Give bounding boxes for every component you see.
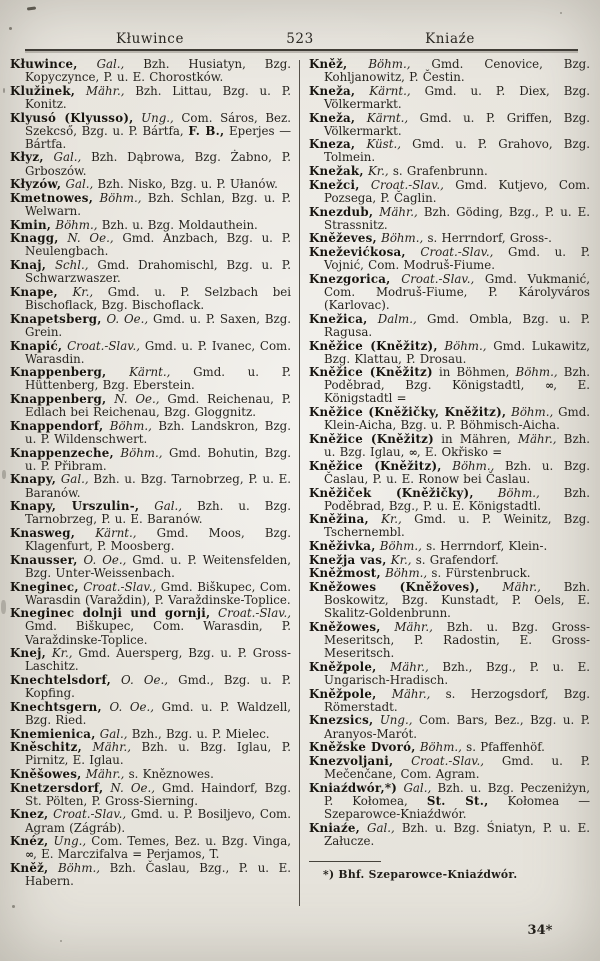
- gazetteer-entry: [10, 527, 291, 553]
- gazetteer-entry: [10, 340, 291, 366]
- entry-headword: Kněžice (Kněžitz),: [309, 458, 442, 473]
- gazetteer-entry: [10, 112, 291, 151]
- entry-region-abbr: N. Oe.,: [103, 780, 155, 795]
- scan-artifact: [9, 27, 12, 30]
- entry-region-abbr: Croat.-Slav.,: [78, 579, 157, 594]
- entry-headword: Knasweg,: [10, 525, 76, 540]
- entry-headword: Kněživka,: [309, 539, 376, 554]
- gazetteer-entry: [10, 581, 291, 607]
- entry-headword: Knappenzeche,: [10, 445, 114, 460]
- gazetteer-entry: [309, 206, 590, 232]
- gazetteer-entry: [309, 822, 590, 848]
- entry-region-abbr: Croat.-Slav.,: [390, 271, 475, 286]
- entry-headword: Knagg,: [10, 231, 59, 246]
- entry-region-abbr: Küst.,: [355, 137, 401, 152]
- entry-region-abbr: Mähr.,: [479, 580, 541, 595]
- entry-text: Bzh. Schlan, Bzg. u. P. Welwarn.: [25, 190, 291, 218]
- gazetteer-entry: [309, 782, 590, 821]
- entry-region-abbr: Mähr.,: [376, 686, 431, 701]
- entry-region-abbr: Mähr.,: [81, 767, 125, 781]
- entry-headword: Kłyzów,: [10, 177, 62, 192]
- gazetteer-entry: [309, 554, 590, 567]
- entry-headword: Kłyz,: [10, 150, 44, 165]
- entry-headword: Kneginec,: [10, 579, 79, 594]
- entry-region-abbr: Mähr.,: [75, 83, 125, 98]
- entry-region-abbr: Mähr.,: [373, 204, 418, 219]
- gazetteer-entry: [309, 340, 590, 366]
- entry-text: Gmd. Lukawitz, Bzg. Klattau, P. Drosau.: [324, 338, 590, 366]
- entry-headword: Knej,: [10, 646, 46, 661]
- entry-text: s. Pfaffenhöf.: [461, 740, 545, 755]
- entry-region-abbr: Ung.,: [48, 834, 87, 849]
- entry-region-abbr: O. Oe.,: [77, 552, 127, 567]
- entry-headword: Kněžpole,: [309, 686, 377, 701]
- entry-region-abbr: Croat.-Slav.,: [359, 177, 444, 192]
- posthorn-icon: ∞: [25, 848, 34, 862]
- posthorn-icon: ∞: [408, 446, 417, 460]
- entry-headword: Knechtelsdorf,: [10, 672, 111, 687]
- entry-headword: Kněžowes (Kněžoves),: [309, 580, 480, 595]
- entry-region-abbr: Böhm.,: [441, 458, 495, 473]
- entry-text: Gmd. Klein-Aicha, Bzg. u. P. Böhmisch-Aicha.: [324, 405, 590, 433]
- gazetteer-entry: [10, 58, 291, 84]
- footnote-rule: [309, 861, 381, 862]
- gazetteer-entry: [10, 192, 291, 218]
- gazetteer-entry: [309, 661, 590, 687]
- entry-region-abbr: Kärnt.,: [106, 365, 171, 380]
- running-head-right: Kniaźe: [425, 31, 475, 47]
- entry-text: Gmd. Biškupec, Com. Warasdin (Varaždin), P. Varaždinske-Toplice.: [25, 579, 291, 607]
- gazetteer-entry: [309, 273, 590, 312]
- entry-headword: Kněžice (Kněžitz): [309, 431, 434, 446]
- entry-headword: Kněžmost,: [309, 566, 381, 581]
- entry-text: Gmd. Auersperg, Bzg. u. P. Gross-Laschitz.: [25, 646, 292, 674]
- scan-artifact: [60, 940, 62, 942]
- entry-headword: Knappenberg,: [10, 392, 107, 407]
- entry-text: Com. Sáros, Bez. Szekcső, Bzg. u. P. Bártfa,: [25, 110, 292, 138]
- entry-region-abbr: Kr.,: [57, 284, 94, 299]
- gazetteer-entry: [10, 85, 291, 111]
- entry-text: s. Grafendorf.: [411, 552, 499, 567]
- entry-headword: Knéz,: [10, 834, 49, 849]
- entry-region-abbr: Böhm.,: [48, 861, 101, 876]
- entry-text: s. Kněznowes.: [124, 767, 214, 781]
- entry-headword: Kneginec dolnji und gornji,: [10, 606, 211, 621]
- entry-text: Bzh. u. Bzg. Iglau, P. Pirnitz, E. Iglau.: [25, 740, 291, 768]
- entry-headword: Kněževes,: [309, 231, 377, 246]
- gazetteer-entry: [309, 755, 590, 781]
- entry-headword: Knapetsberg,: [10, 311, 102, 326]
- entry-headword: Knappendorf,: [10, 418, 104, 433]
- gazetteer-entry: [10, 782, 291, 808]
- entry-headword: Kněžowes,: [309, 620, 381, 634]
- gazetteer-entry: [10, 151, 291, 177]
- gazetteer-entry: [309, 165, 590, 178]
- entry-region-abbr: Böhm.,: [473, 485, 540, 500]
- entry-region-abbr: Mähr.,: [380, 620, 433, 634]
- entry-text: Gmd. Ombla, Bzg. u. P. Ragusa.: [324, 311, 590, 339]
- entry-headword: Kneža,: [309, 110, 356, 125]
- entry-text: Gmd. u. P. Griffen, Bzg. Völkermarkt.: [324, 110, 590, 138]
- entry-text: Gmd., Bzg. u. P. Kopfing.: [25, 672, 291, 701]
- gazetteer-entry: [10, 447, 291, 473]
- entry-headword: Kněžske Dvoró,: [309, 740, 416, 755]
- entry-region-abbr: Dalm.,: [367, 311, 417, 326]
- entry-region-abbr: Gal.,: [360, 820, 395, 835]
- entry-text: Bzh. u. Bzg. Peczeniżyn, P. Kołomea,: [324, 780, 590, 808]
- gazetteer-entry: [10, 473, 291, 499]
- entry-region-abbr: Ung.,: [133, 110, 174, 125]
- entry-headword: Knez,: [10, 807, 49, 822]
- entry-bold-abbr: St. St.,: [426, 793, 489, 808]
- entry-region-abbr: Croat.-Slav.,: [48, 807, 127, 822]
- entry-headword: Knezgorica,: [309, 271, 391, 286]
- entry-text: Bzh. Poděbrad, Bzg. Königstadtl,: [324, 365, 591, 393]
- entry-headword: Knappenberg,: [10, 365, 107, 380]
- entry-region-abbr: Kr.,: [363, 164, 389, 179]
- entry-region-abbr: Ung.,: [373, 713, 413, 728]
- scan-artifact: [2, 470, 6, 479]
- entry-headword: Knetzersdorf,: [10, 780, 104, 795]
- posthorn-icon: ∞: [545, 379, 554, 393]
- entry-text: s. Herrndorf, Gross-.: [423, 231, 552, 246]
- entry-region-abbr: Gal.,: [397, 780, 432, 795]
- entry-text: Bzh. u. Bzg. Moldauthein.: [97, 217, 258, 232]
- entry-headword: Knemienica,: [10, 726, 96, 741]
- entry-headword: Knezvoljani,: [309, 753, 394, 768]
- entry-text: Gmd. Kutjevo, Com. Pozsega, P. Čaglin.: [324, 177, 590, 205]
- entry-region-abbr: O. Oe.,: [101, 699, 154, 714]
- entry-text: Gmd. Biškupec, Com. Warasdin, P. Varaždinske-Toplice.: [25, 619, 291, 647]
- entry-headword: Kneža,: [309, 83, 356, 98]
- entry-text: in Böhmen,: [432, 365, 516, 380]
- gazetteer-entry: [10, 554, 291, 580]
- entry-text: Gmd. u. P. Weinitz, Bzg. Tschernembl.: [324, 512, 590, 540]
- gazetteer-entry: [309, 58, 590, 84]
- entry-text: Bzh. u. Bzg. Iglau,: [324, 431, 591, 460]
- entry-headword: Knežak,: [309, 164, 364, 179]
- entry-text: , E. Marczifalva = Perjamos, T.: [33, 847, 220, 862]
- entry-headword: Knežica,: [309, 311, 368, 326]
- gazetteer-entry: [309, 540, 590, 553]
- entry-text: Bzh. Časlau, Bzg., P. u. E. Habern.: [25, 861, 291, 889]
- gazetteer-entry: [10, 366, 291, 392]
- entry-headword: Knausser,: [10, 552, 78, 567]
- gazetteer-entry: [10, 741, 291, 767]
- entry-text: Bzh. Husiatyn, Bzg. Kopyczynce, P. u. E. Chorostków.: [25, 57, 291, 85]
- gazetteer-entry: [10, 607, 291, 646]
- entry-headword: Kněžiček (Kněžičky),: [309, 485, 474, 500]
- entry-headword: Kněžice (Kněžitz),: [309, 338, 438, 353]
- gazetteer-entry: [10, 701, 291, 727]
- running-head-left: Kłuwince: [115, 31, 185, 47]
- entry-region-abbr: Mähr.,: [517, 431, 557, 446]
- gazetteer-entry: [309, 714, 590, 740]
- entry-region-abbr: N. Oe.,: [106, 392, 160, 407]
- entry-region-abbr: Böhm.,: [51, 217, 98, 232]
- entry-headword: Klužinek,: [10, 83, 76, 98]
- entry-region-abbr: Gal.,: [77, 57, 125, 71]
- entry-text: Bzh. Littau, Bzg. u. P. Konitz.: [25, 83, 291, 111]
- entry-region-abbr: Croat.-Slav.,: [210, 606, 291, 621]
- gazetteer-entry: [309, 138, 590, 164]
- entry-text: Bzh., Bzg. u. P. Mielec.: [127, 726, 270, 741]
- entry-region-abbr: Böhm.,: [515, 365, 558, 380]
- entry-text: Bzh. u. Bzg. Gross-Meseritsch, P. Radostin, E. Gross-Meseritsch.: [324, 620, 590, 661]
- entry-region-abbr: Gal.,: [139, 499, 183, 514]
- entry-text: Gmd. u. P. Vojnić, Com. Modruš-Fiume.: [324, 245, 590, 273]
- entry-text: Com. Temes, Bez. u. Bzg. Vinga,: [86, 834, 291, 849]
- entry-text: Com. Bars, Bez., Bzg. u. P. Aranyos-Marót.: [324, 713, 591, 741]
- entry-headword: Knechtsgern,: [10, 699, 102, 714]
- gazetteer-entry: [309, 741, 590, 754]
- gazetteer-entry: [10, 393, 291, 419]
- column-left: [10, 58, 291, 889]
- entry-headword: Kněžice (Kněžičky, Kněžitz),: [309, 405, 507, 420]
- gazetteer-entry: [10, 728, 291, 741]
- entry-text: , E. Okřisko =: [416, 445, 503, 460]
- entry-headword: Kněž,: [309, 57, 348, 71]
- columns: [10, 58, 590, 889]
- entry-region-abbr: Böhm.,: [93, 190, 142, 205]
- entry-region-abbr: Kärnt.,: [75, 525, 137, 540]
- entry-text: Gmd. Anzbach, Bzg. u. P. Neulengbach.: [25, 231, 291, 259]
- entry-text: Bzh. u. Bzg. Tarnobrzeg, P. u. E. Baranów.: [25, 499, 291, 527]
- gazetteer-entry: [309, 688, 590, 714]
- gazetteer-entry: [10, 674, 291, 700]
- entry-region-abbr: Böhm.,: [103, 418, 152, 433]
- entry-headword: Kmin,: [10, 217, 52, 232]
- entry-text: Gmd. u. P. Waldzell, Bzg. Ried.: [25, 699, 291, 727]
- entry-text: Gmd. Haindorf, Bzg. St. Pölten, P. Gross-Sierning.: [25, 780, 291, 808]
- entry-text: Bzh. u. Bzg. Śniatyn, P. u. E. Załucze.: [324, 820, 590, 848]
- scan-artifact: [12, 905, 15, 908]
- entry-text: Gmd. u. P. Weitensfelden, Bzg. Unter-Weissenbach.: [25, 552, 291, 580]
- gazetteer-entry: [309, 232, 590, 245]
- entry-headword: Kłuwince,: [10, 57, 78, 71]
- entry-headword: Kneza,: [309, 137, 356, 152]
- entry-headword: Knaj,: [10, 258, 47, 273]
- entry-region-abbr: Kr.,: [386, 552, 412, 567]
- gazetteer-entry: [309, 513, 590, 539]
- entry-text: Bzh. Poděbrad, Bzg., P. u. E. Königstadtl.: [324, 485, 591, 513]
- entry-headword: Kněžpole,: [309, 659, 377, 674]
- gazetteer-entry: [10, 313, 291, 339]
- entry-text: Bzh. u. Bzg. Časlau, P. u. E. Ronow bei Časlau.: [324, 458, 591, 486]
- entry-headword: Kmetnowes,: [10, 190, 94, 205]
- entry-text: Gmd. Bohutin, Bzg. u. P. Přibram.: [25, 445, 291, 473]
- entry-headword: Knezsics,: [309, 713, 374, 728]
- entry-text: s. Fürstenbruck.: [427, 566, 531, 581]
- entry-region-abbr: Böhm.,: [113, 445, 163, 460]
- entry-text: , E. Königstadtl =: [324, 378, 590, 406]
- entry-headword: Kněžice (Kněžitz): [309, 365, 433, 380]
- entry-headword: Kněžina,: [309, 512, 369, 527]
- entry-headword: Kněschitz,: [10, 740, 82, 755]
- gazetteer-entry: [10, 768, 291, 781]
- entry-region-abbr: O. Oe.,: [101, 311, 149, 326]
- entry-headword: Kniaźdwór,*): [309, 780, 398, 795]
- entry-text: Gmd. Reichenau, P. Edlach bei Reichenau, Bzg. Gloggnitz.: [25, 392, 291, 420]
- entry-text: Gmd. Cenovice, Bzg. Kohljanowitz, P. Čestin.: [324, 57, 590, 85]
- entry-region-abbr: O. Oe.,: [110, 672, 169, 687]
- entry-headword: Knapić,: [10, 338, 63, 353]
- gazetteer-entry: [10, 647, 291, 673]
- entry-region-abbr: Gal.,: [61, 177, 94, 192]
- entry-headword: Kniaźe,: [309, 820, 361, 835]
- gazetteer-entry: [309, 581, 590, 620]
- gazetteer-entry: [10, 862, 291, 888]
- entry-text: s. Grafenbrunn.: [388, 164, 488, 179]
- entry-region-abbr: Gal.,: [95, 726, 128, 741]
- gazetteer-entry: [309, 460, 590, 486]
- gazetteer-entry: [10, 808, 291, 834]
- scan-artifact: [3, 88, 5, 93]
- entry-text: Gmd. u. P. Diex, Bzg. Völkermarkt.: [324, 83, 590, 111]
- gazetteer-entry: [10, 232, 291, 258]
- entry-text: Bzh. Dąbrowa, Bzg. Żabno, P. Grboszów.: [25, 150, 291, 178]
- scan-artifact: [560, 12, 562, 14]
- gazetteer-entry: [309, 621, 590, 660]
- entry-text: Gmd. Vukmanić, Com. Modruš-Fiume, P. Károlyváros (Karlovac).: [324, 271, 590, 313]
- entry-region-abbr: Kärnt.,: [355, 110, 409, 125]
- entry-headword: Knapy,: [10, 472, 57, 487]
- entry-text: s. Herzogsdorf, Bzg. Römerstadt.: [324, 686, 590, 714]
- entry-text: Gmd. u. P. Hüttenberg, Bzg. Eberstein.: [25, 365, 292, 393]
- entry-region-abbr: Kr.,: [368, 512, 402, 527]
- gazetteer-entry: [309, 567, 590, 580]
- entry-region-abbr: Croat.-Slav.,: [393, 753, 485, 768]
- scan-artifact: [27, 6, 36, 10]
- entry-text: Gmd. Drahomischl, Bzg. u. P. Schwarzwaszer.: [25, 258, 292, 286]
- entry-region-abbr: Gal.,: [43, 150, 82, 165]
- entry-region-abbr: Böhm.,: [437, 338, 487, 353]
- entry-text: Bzh., Bzg., P. u. E. Ungarisch-Hradisch.: [324, 659, 590, 687]
- entry-region-abbr: Kärnt.,: [355, 83, 411, 98]
- entry-text: Gmd. u. P. Ivanec, Com. Warasdin.: [25, 338, 291, 366]
- entry-text: Kołomea — Szeparowce-Kniaźdwór.: [324, 793, 591, 821]
- entry-text: s. Herrndorf, Klein-.: [421, 539, 548, 554]
- entry-text: Bzh. Göding, Bzg., P. u. E. Strassnitz.: [324, 204, 590, 232]
- entry-region-abbr: Kr.,: [45, 646, 73, 661]
- gazetteer-entry: [309, 246, 590, 272]
- gazetteer-entry: [10, 219, 291, 232]
- entry-text: Gmd. u. P. Saxen, Bzg. Grein.: [25, 311, 292, 339]
- entry-region-abbr: Böhm.,: [376, 231, 424, 246]
- entry-text: Eperjes — Bártfa.: [25, 123, 291, 151]
- gazetteer-entry: [10, 835, 291, 861]
- entry-text: Bzh. Nisko, Bzg. u. P. Ułanów.: [93, 177, 278, 192]
- gazetteer-entry: [309, 433, 590, 459]
- gazetteer-entry: [309, 406, 590, 432]
- entry-region-abbr: Böhm.,: [380, 566, 428, 581]
- gazetteer-entry: [309, 85, 590, 111]
- gazetteer-entry: [10, 178, 291, 191]
- gazetteer-entry: [309, 313, 590, 339]
- entry-text: Bzh. Boskowitz, Bzg. Kunstadt, P. Oels, E. Skalitz-Goldenbrunn.: [324, 580, 590, 621]
- entry-text: Gmd. u. P. Selzbach bei Bischoflack, Bzg. Bischoflack.: [25, 284, 292, 313]
- gazetteer-entry: [309, 179, 590, 205]
- entry-text: Bzh. Landskron, Bzg. u. P. Wildenschwert.: [25, 418, 291, 446]
- entry-region-abbr: Croat.-Slav.,: [62, 338, 140, 353]
- entry-headword: Klyusó (Klyusso),: [10, 110, 134, 125]
- page-number: 523: [286, 31, 314, 47]
- gazetteer-entry: [309, 112, 590, 138]
- entry-text: Gmd. u. P. Bosiljevo, Com. Agram (Zágráb).: [25, 807, 291, 835]
- gazetteer-entry: [309, 487, 590, 513]
- entry-headword: Knapy, Urszulin-,: [10, 499, 140, 514]
- entry-region-abbr: Böhm.,: [375, 539, 422, 554]
- gazetteer-entry: [10, 259, 291, 285]
- gazetteer-entry: [10, 286, 291, 312]
- entry-headword: Kněšowes,: [10, 767, 82, 781]
- column-right-entries: [309, 58, 590, 848]
- entry-region-abbr: Böhm.,: [347, 57, 411, 71]
- entry-region-abbr: Böhm.,: [415, 740, 462, 755]
- entry-headword: Knezdub,: [309, 204, 374, 219]
- gazetteer-entry: [309, 366, 590, 405]
- entry-headword: Kněž,: [10, 861, 49, 876]
- footnote-block: [309, 861, 590, 881]
- entry-region-abbr: Mähr.,: [376, 659, 429, 674]
- header-rule: [25, 49, 578, 51]
- entry-region-abbr: N. Oe.,: [58, 231, 114, 246]
- entry-region-abbr: Gal.,: [56, 472, 89, 487]
- entry-text: Gmd. u. P. Grahovo, Bzg. Tolmein.: [324, 137, 590, 165]
- entry-headword: Knape,: [10, 284, 58, 299]
- entry-text: Bzh. u. Bzg. Tarnobrzeg, P. u. E. Baranów.: [25, 472, 291, 500]
- entry-text: Gmd. u. P. Mečenčane, Com. Agram.: [324, 753, 590, 781]
- gazetteer-entry: [10, 500, 291, 526]
- sheet-signature: 34*: [527, 923, 553, 938]
- gazetteer-entry: [10, 420, 291, 446]
- entry-region-abbr: Croat.-Slav.,: [405, 245, 494, 260]
- entry-text: in Mähren,: [433, 431, 518, 446]
- entry-bold-abbr: F. B.,: [188, 123, 225, 138]
- entry-region-abbr: Böhm.,: [506, 405, 554, 420]
- entry-text: Gmd. Moos, Bzg. Klagenfurt, P. Moosberg.: [25, 525, 292, 554]
- entry-region-abbr: Mähr.,: [81, 740, 132, 755]
- entry-headword: Knežja vas,: [309, 552, 387, 567]
- entry-region-abbr: Schl.,: [46, 258, 89, 273]
- column-right: [309, 58, 590, 889]
- footnote-text: *) Bhf. Szeparowce-Kniaźdwór.: [323, 867, 518, 881]
- entry-headword: Knežci,: [309, 177, 360, 192]
- scan-artifact: [1, 600, 6, 614]
- entry-headword: Kneževićkosa,: [309, 245, 406, 260]
